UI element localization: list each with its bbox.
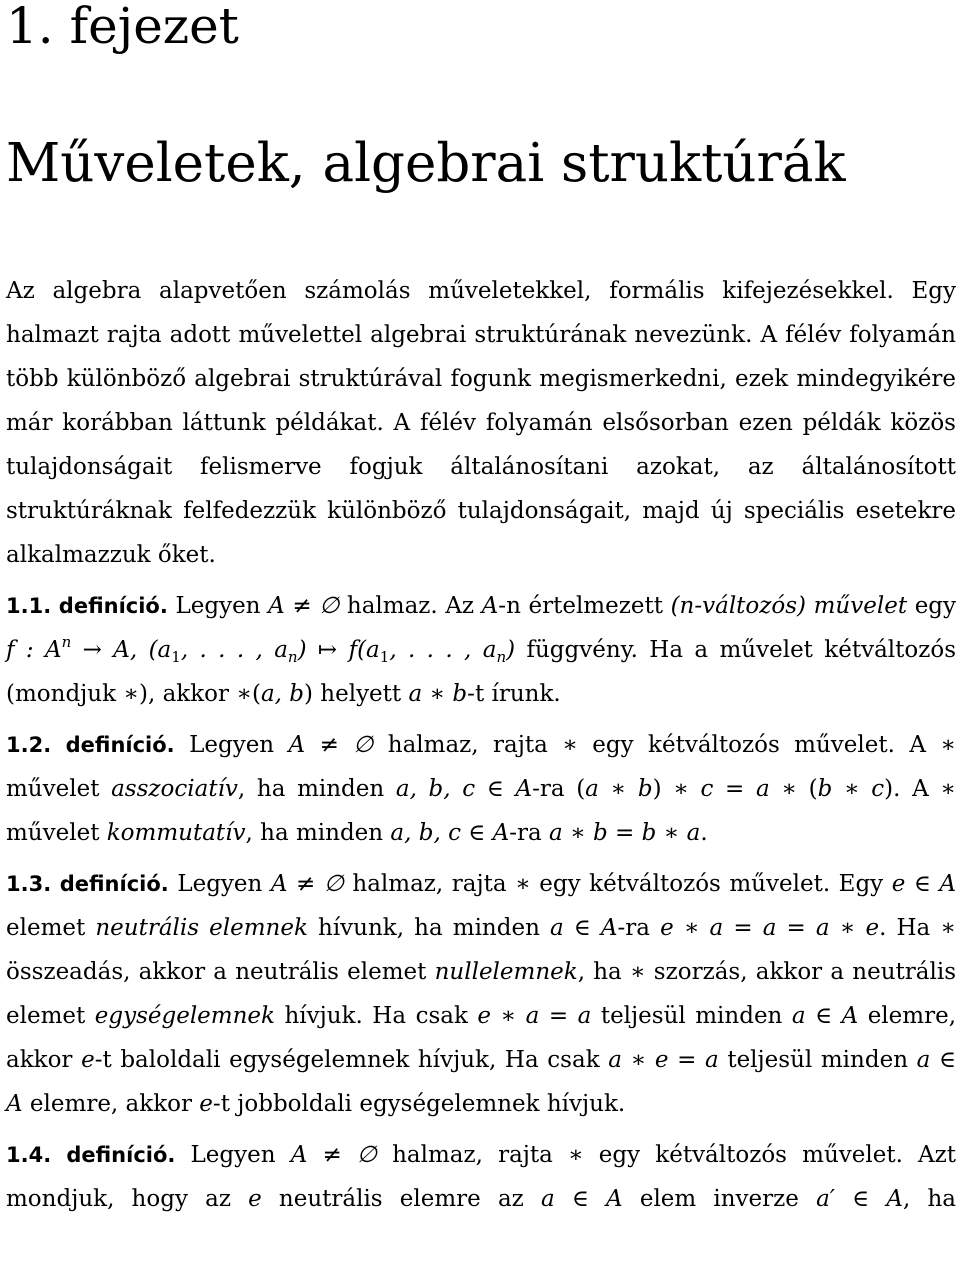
math: a′ ∈ A: [816, 1186, 903, 1212]
defined-term: (n-változós) művelet: [670, 593, 908, 619]
math: b ∗ c: [817, 776, 885, 802]
math: a ∗ b = b ∗ a: [549, 820, 701, 846]
defined-term: egységelemnek: [94, 1003, 275, 1029]
text: elemre, akkor: [22, 1091, 200, 1117]
math: , . . . , a: [180, 637, 288, 663]
text: elemet: [6, 915, 96, 941]
math: a ∗ b: [585, 776, 653, 802]
text: -t írunk.: [467, 681, 561, 707]
subscript: n: [496, 648, 507, 666]
math: a ∈ A: [791, 1003, 859, 1029]
text: Legyen: [177, 871, 271, 897]
definition-number: 1.4. definíció.: [6, 1143, 176, 1167]
math: a ∈ A: [6, 1047, 956, 1117]
definition-number: 1.3. definíció.: [6, 872, 169, 896]
text: halmaz, rajta ∗ egy kétváltozós művelet. Azt mondjuk, hogy az: [6, 1142, 957, 1212]
text: teljesül minden: [591, 1003, 792, 1029]
text: halmaz, rajta ∗ egy kétváltozós művelet. Egy: [343, 871, 892, 897]
math: e: [248, 1186, 262, 1212]
text: egy: [907, 593, 957, 619]
text: (: [808, 776, 818, 802]
definition-1-3: [6, 862, 956, 1126]
text: -n értelmezett: [498, 593, 671, 619]
text: -ra: [617, 915, 661, 941]
text: teljesül minden: [718, 1047, 917, 1073]
text: Legyen: [190, 1142, 291, 1168]
text: , ha: [902, 1186, 956, 1212]
definition-1-4: [6, 1133, 956, 1221]
math: e ∈ A: [891, 871, 957, 897]
math: , . . . , a: [389, 637, 497, 663]
text: Legyen: [189, 732, 289, 758]
math: ) ↦ f(a: [297, 637, 380, 663]
math: e: [81, 1047, 95, 1073]
defined-term: kommutatív: [106, 820, 246, 846]
text: -ra (: [532, 776, 586, 802]
math: e: [199, 1091, 213, 1117]
math: A: [481, 593, 499, 619]
text: -t jobboldali egységelemnek hívjuk.: [212, 1091, 626, 1117]
math: A ≠ ∅: [288, 732, 374, 758]
text: hívjuk. Ha csak: [274, 1003, 478, 1029]
math: ): [506, 637, 516, 663]
text: ) ∗: [652, 776, 701, 802]
math: n: [61, 633, 72, 651]
defined-term: neutrális elemnek: [95, 915, 308, 941]
text: Legyen: [175, 593, 269, 619]
text: , ha minden: [245, 820, 391, 846]
text: ). A ∗ művelet: [6, 776, 956, 846]
definition-1-1: [6, 584, 956, 716]
definition-number: 1.1. definíció.: [6, 594, 168, 618]
math: e ∗ a = a = a ∗ e: [660, 915, 880, 941]
subscript: 1: [171, 648, 181, 666]
defined-term: asszociatív: [111, 776, 238, 802]
math: a ∗ b: [408, 681, 468, 707]
math: a, b: [260, 681, 304, 707]
document-page: [6, 0, 956, 1221]
intro-paragraph: Az algebra alapvetően számolás műveletekkel, formális kifejezésekkel. Egy halmazt rajta adott művelettel algebrai struktúrának nevezünk. A félév folyamán több különböző algebrai struktúrával fogunk megismerkedni, ezek mindegyikére már korábban láttunk példákat. A félév folyamán elsősorban ezen példák közös tulajdonságait felismerve fogjuk általánosítani azokat, az általánosított struktúráknak felfedezzük különböző tulajdonságait, majd új speciális esetekre alkalmazzuk őket.: [6, 278, 956, 568]
chapter-title: Műveletek, algebrai struktúrák: [6, 133, 846, 194]
math: a ∈ A: [549, 915, 618, 941]
text: , ha ∗ szorzás, akkor a neutrális elemet: [6, 959, 957, 1029]
math: a ∗ e = a: [608, 1047, 719, 1073]
text: függvény. Ha a művelet kétváltozós (mondjuk ∗), akkor ∗(: [6, 637, 956, 707]
defined-term: nullelemnek: [434, 959, 578, 985]
math: → A, (a: [71, 637, 172, 663]
math: a, b, c ∈ A: [395, 776, 533, 802]
definition-1-2: [6, 723, 956, 855]
math: A ≠ ∅: [270, 871, 344, 897]
text: -t baloldali egységelemnek hívjuk, Ha csak: [94, 1047, 609, 1073]
text: halmaz. Az: [339, 593, 482, 619]
math: a ∈ A: [540, 1186, 623, 1212]
math: a, b, c ∈ A: [390, 820, 510, 846]
text: . Ha ∗ összeadás, akkor a neutrális elemet: [6, 915, 956, 985]
text: elem inverze: [622, 1186, 817, 1212]
subscript: 1: [379, 648, 390, 666]
chapter-label: 1. fejezet: [6, 0, 239, 55]
definition-number: 1.2. definíció.: [6, 733, 175, 757]
text: .: [700, 820, 708, 846]
math: A ≠ ∅: [268, 593, 340, 619]
math: f : A: [6, 637, 62, 663]
text: hívunk, ha minden: [307, 915, 550, 941]
text: , ha minden: [237, 776, 396, 802]
math: A ≠ ∅: [290, 1142, 377, 1168]
text: ) helyett: [304, 681, 409, 707]
subscript: n: [287, 648, 298, 666]
text: elemre, akkor: [6, 1003, 957, 1073]
math: e ∗ a = a: [477, 1003, 592, 1029]
text: halmaz, rajta ∗ egy kétváltozós művelet. A ∗ művelet: [6, 732, 957, 802]
text: -ra: [509, 820, 550, 846]
math: c = a ∗: [700, 776, 809, 802]
text: neutrális elemre az: [261, 1186, 541, 1212]
